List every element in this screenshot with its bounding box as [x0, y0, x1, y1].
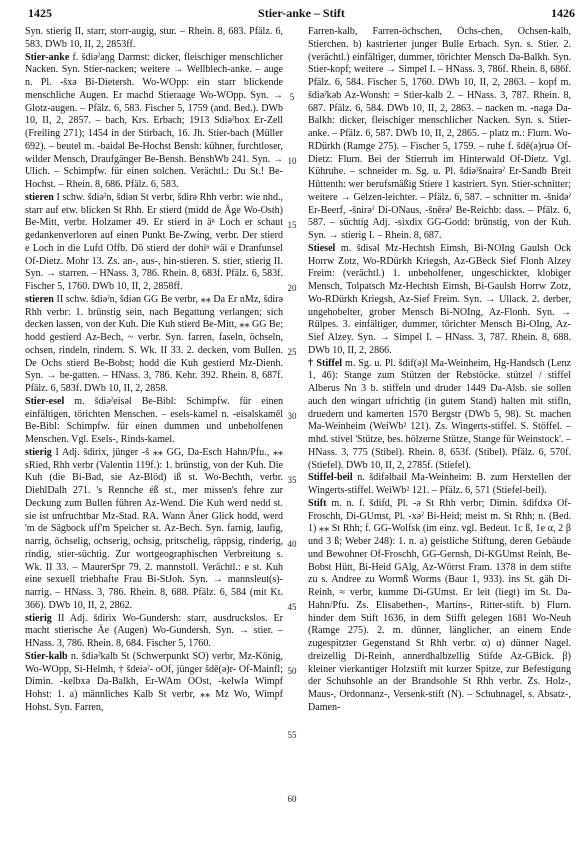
entry-text: I Adj. šdirix, jünger -š ⁎⁎ GG, Da-Esch Hahn/Pfu., ⁎⁎ sRied, Rhh verbr (Valentin 119f.): 1. brünstig, von der Kuh. Die Kuh (die Bi-Bad, sie Az-Blöd) iß st. Wo-Bechth, verbr. DiehlDalh 271. 's Rennche éß st., mer missen's fehre zur Deckung zum Bullen führen Az-Wend. Die Kuh werd nedd st. sie ist unfruchtbar Mz-Stad. RA. Wann Äner Glick hodd, werd 'm de Sägbock uff'm Speicher st. Az-Bech. Syn. farnig, laufig, narrig, öchselig, ochserig, ochsig, pritschelig, räppsig, rinderig, rindig, stier-süchtig. Zur wortgeographischen Verbreitung s. Wk. II 33. – MaurerSpr 79. 2. mannstoll. Verächtl.: e st. Kuh eine sexuell triebhafte Frau Bi-StJoh. Syn. → mannsleut(s)-narrig. – HNass. 3, 786. Rhein. 8, 688. Pfälz. 6, 584 (mit Kt. 366). DWb 10, II, 2, 2862.	[25, 446, 283, 611]
dictionary-entry	[25, 192, 283, 294]
entry-text: m. šdisəl Mz-Hechtsh Eimsh, Bi-NOIng Gaulsh Ock Horrw Zotz, Wo-RDürkh Kriegsh, Az-GBeck Sief Flonh Alzey Freim: (verächtl.) 1. unbeholfener, ungeschickter, klobiger Mensch, Tolpatsch Mz-Hechtsh Eimsh, Bi-Gaulsh Horrw Zotz, Wo-RDürkh Kriegsh, Az-Sief Freim. Syn. → Ullack. 2. derber, ungehobelter, grober Mensch Bi-NOIng, Az-Flonh. Syn. → Rülpes. 3. einfältiger, dummer, törichter Mensch Bi-OIng, Az-Sief Alzey. Syn. → Simpel I. – HNass. 3, 787. Rhein. 8, 688. DWb 10, II, 2, 2866.	[308, 242, 571, 356]
dictionary-entry	[25, 26, 283, 52]
line-number: 30	[287, 411, 297, 421]
entry-text: II schw. šdiəˀn, šdiən GG Be verbr, ⁎⁎ Da Er nMz, šdirə Rhh verbr: 1. brünstig sein, nach Begattung verlangen; sich decken lassen, von der Kuh. Die Kuh stierd Be-Mitt, ⁎⁎ GG Be; hodd gestierd Az-Bech, ~ verbr. Syn. farren, faseln, öchseln, ochsen, rindeln, rindern. S. Wk. II 33. 2. decken, vom Bullen. De Ochs stierd Be-Bobst; hodd die Kuh gestierd Mz-Dienh. Syn. → be-gatten. – HNass. 3, 786. Kehr. 392. Rhein. 8, 687f. Pfälz. 6, 583f. DWb 10, II, 2, 2858.	[25, 293, 283, 394]
line-number: 55	[287, 730, 297, 740]
dictionary-entry	[25, 613, 283, 651]
line-number: 35	[287, 474, 297, 485]
left-column	[25, 26, 283, 852]
entry-text: Farren-kalb, Farren-öchschen, Öchs-chen, Ochsen-kalb, Stierchen. b) kastrierter junger Bulle Erbach. Syn. s. Stier. 2. (verächtl.) einfältiger, dummer, törichter Mensch Da-Balkh. Syn. Stier-kopf; weitere → Simpel I. – HNass. 3, 786f. Rhein. 8, 686f. Pfälz. 6, 584. Fischer 5, 1760. DWb 10, II, 2, 2863. – kopf m. šdiəˀkəb Az-Wonsh: = Stier-kalb 2. – HNass. 3, 787. Rhein. 8, 687. Pfälz. 6, 584. DWb 10, II, 2, 2863. – nacken m. -nagə Da-Balkh: dicker, fleischiger menschlicher Nacken. Syn. s. Stier-anke. – Pfälz. 6, 587. DWb 10, II, 2, 2865. – platz m.: Flurn. Wo-RDürkh (Ramge 275). – Fischer 5, 1759. – ruhe f. šdē(ə)ruə Of-Dietz: Flurn. Bei der Stierruh im Hinterwald Of-Dietz. Vgl. Kühruhe. – schneider m. Sg. u. Pl. šdiəˀšnairəˀ Er-Sandb Breit Hüttenth: wer berufsmäßig Stiere 1 kastriert. Syn. Stier-schnitter; weitere → Gelzen-leichter. – Pfälz. 6, 587. – schnitter m. -šnidəˀ Er-Beerf, -šnirəˀ Di-ONaus, -šnērəˀ Be-Reichb: dass. – Pfälz. 6, 587. – süchtig Adj. -sixdix GG-Godd: brünstig, von der Kuh. Syn. → stierig I. – Rhein. 8, 687.	[308, 26, 571, 241]
dictionary-entry	[25, 447, 283, 613]
entry-text: I schw. šdiəˀn, šdiən St verbr, šdirə Rhh verbr: wie nhd., starr auf etw. blicken St Rhh. Er stierd (midd de Äge Wo-Osth) Be-Mitt, verbr. Holzamer 49. Er stierd in äⁿ Loch er schaut gedankenverloren auf einen Punkt Be-Zwing, verbr. Der stierd e Loch in die Lufd Offb. Dö stierd der dohiⁿ wäi e Dranfunsel Of-Dietz. Mohr 13. Zs. an-, aus-, hin-stieren. S. stier, stierig II. Syn. → starren. – HNass. 3, 786. Rhein. 8, 683f. Pfälz. 6, 583f. Fischer 5, 1760. DWb 10, II, 2, 2858ff.	[25, 191, 283, 292]
dictionary-entry	[308, 26, 571, 243]
line-number: 45	[287, 602, 297, 613]
dictionary-entry	[25, 52, 283, 192]
running-title: Stier-anke – Stift	[258, 6, 345, 20]
dictionary-entry	[308, 498, 571, 715]
entry-text: n. šdiəˀkalb St (Schwerpunkt SO) verbr, Mz-König, Wo-WOpp, Si-Helmh, † šdeiəˀ- oOf, jünger šdē(ə)r- Of-Mainfl; Dimin. -kelbxə Da-Balkh, Er-WAm OOst, -kelwlə Wimpf Hohst: 1. a) männliches Kalb St verbr, ⁎⁎ Mz Wo, Wimpf Hohst. Syn. Farren,	[25, 650, 283, 713]
line-number: 60	[287, 793, 297, 804]
entry-headword: Stier-esel	[25, 395, 65, 407]
dictionary-entry	[308, 472, 571, 498]
entry-text: II Adj. šdirix Wo-Gundersh: starr, ausdruckslos. Er macht stierische Äe (Augen) Wo-Gundersh. Syn. → stier. – HNass. 3, 786. Rhein. 8, 684. Fischer 5, 1760.	[25, 612, 283, 649]
line-number: 40	[287, 538, 297, 549]
entry-text: f. šdiəˀaŋg Darmst: dicker, fleischiger menschlicher Nacken. Syn. Stier-nacken; weitere → Wellblech-anke. – auge n. Pl. -šxə Bi-Dietersh. Wo-WOpp: ein starr blickende menschliche Augen. Er machd Stieraage Wo-WOpp. Syn. → Glotz-augen. – Pfälz. 6, 583. Fischer 5, 1759 (and. Bed.). DWb 10, II, 2, 2857. – bach, Krs. Erbach; 1913 Sdiəˀbox Er-Zell (Freiling 271); 1454 in der Stirbach, 16. Jh. Stier-bach (Müller 692). – beutel m. -baidəl Be-Hochst Bensh: kühner, furchtloser, wilder Mensch, Draufgänger Be-Bensh. BenshWb 241. Syn. → Ulich. – Schimpfw. für einen solchen. Verächtl.: Du St.! Be-Hochst. – Rhein. 8, 686. Pfälz. 6, 583.	[25, 51, 283, 190]
line-number: 10	[287, 155, 297, 166]
right-column	[308, 26, 571, 852]
dictionary-entry	[25, 396, 283, 447]
entry-headword: stieren	[25, 191, 54, 203]
line-number: 5	[289, 92, 295, 102]
page-number-right: 1426	[551, 6, 575, 20]
page-header	[28, 6, 575, 22]
line-number: 25	[287, 347, 297, 358]
entry-text: n. šdifəlbail Ma-Weinheim: B. zum Herstellen der Wingerts-stiffel. WeiWb² 121. – Pfälz. 6, 571 (Stiefel-beil).	[308, 472, 571, 496]
dictionary-entry	[25, 294, 283, 396]
entry-headword: Stier-kalb	[25, 650, 68, 662]
entry-text: m. Sg. u. Pl. šdif(ə)l Ma-Weinheim, Hg-Handsch (Lenz 1, 46): Stange zum Stützen der Rebstöcke. stützel / stiffel Alberus Nn 3 b. stiffeln und druder 1449 Da-Alsb. sie sollen auch den wingart ufrichtig (in gutem Stand) halten mit stifln, druedern und kamerten 1570 Bergstr (DWb 5, 98). St. machen Ma-Weinheim (WeiWb² 121). Zs. Wingerts-stiffel. S. Stöffel. – mhd. stivel 'Stütze, bes. hölzerne Stütze, Stange für Weinstock'. – HNass. 3, 775 (Stibel). Rhein. 8, 653f. (Stibel). Pfälz. 6, 570f. (Stiefel). DWb 10, II, 2, 2785f. (Stiefel).	[308, 357, 571, 471]
entry-headword: stieren	[25, 293, 54, 305]
entry-headword: stierig	[25, 446, 52, 458]
entry-headword: Stiesel	[308, 242, 336, 254]
entry-text: m. šdiəˀeisəl Be-Bibl: Schimpfw. für einen einfältigen, törichten Menschen. – esels-kamel n. -eisəlskamēl Be-Bibl: Schimpfw. für einen dummen und unbeholfenen Menschen. Vgl. Esels-, Rinds-kamel.	[25, 395, 283, 445]
entry-headword: Stier-anke	[25, 51, 70, 63]
entry-headword: Stift	[308, 497, 327, 509]
line-number: 50	[287, 666, 297, 677]
entry-headword: † Stiffel	[308, 357, 343, 369]
line-number: 20	[287, 283, 297, 294]
entry-headword: stierig	[25, 612, 52, 624]
entry-text: m. n. f. šdifd, Pl. -ə St Rhh verbr; Dimin. šdifdxə Of-Froschh, Di-GUmst, Pl. -xəˀ Bi-Heid; meist m. St Rhh; n. (Bed. 1) ⁎⁎ St Rhh; f. GG-Wolfsk (im einz. vgl. Bedeut. 1c ß, 1e α, 2 β und 3 ß; Weber 248): 1. n. a) geistliche Stiftung, deren Gebäude und Bewohner Of-Froschh, GG-Gernsh, Di-KGUmst Reinh, Be-Bobst Hütt, Bi-Heid GAlg, Az-Wörrst Fram. 1378 in dem stifte zu s. Andree zu Wormß Worms (Baur 1, 933). ins St. gäh Di-Reinh, ≈ verbr, kumme Di-GUmst. Er leit (liegt) im St. Da-Hahn/Pfu. Zs. Elisabethen-, Martins-, Ritter-stift. b) Flurn. hinder dem Stift 1636, in dem Stifft gelegen 1681 Wo-Neuh (Ramge 275). 2. m. dünner, länglicher, an einem Ende zugespitzter Gegenstand St Rhh verbr. α) α) dünner Nagel. dreizellig Di-Reinh, annerdhalbzellig Stifde Az-GBick. β) kleiner vierkantiger Holzstift mit kurzer Spitze, zur Befestigung der Schuhsohle an der Brandsohle St Rhh verbr. Zs. Holz-, Maus-, Ordonnanz-, Versenk-stift (N). – Schuhnagel, s. Absatz-, Damen-	[308, 497, 571, 713]
dictionary-entry	[25, 651, 283, 715]
page-number-left: 1425	[28, 6, 52, 20]
entry-text: Syn. stierig II, starr, storr-augig, stur. – Rhein. 8, 683. Pfälz. 6, 583. DWb 10, II, 2, 2853ff.	[25, 26, 283, 50]
dictionary-entry	[308, 358, 571, 473]
dictionary-entry	[308, 243, 571, 358]
line-number: 15	[287, 219, 297, 230]
entry-headword: Stiffel-beil	[308, 472, 353, 484]
